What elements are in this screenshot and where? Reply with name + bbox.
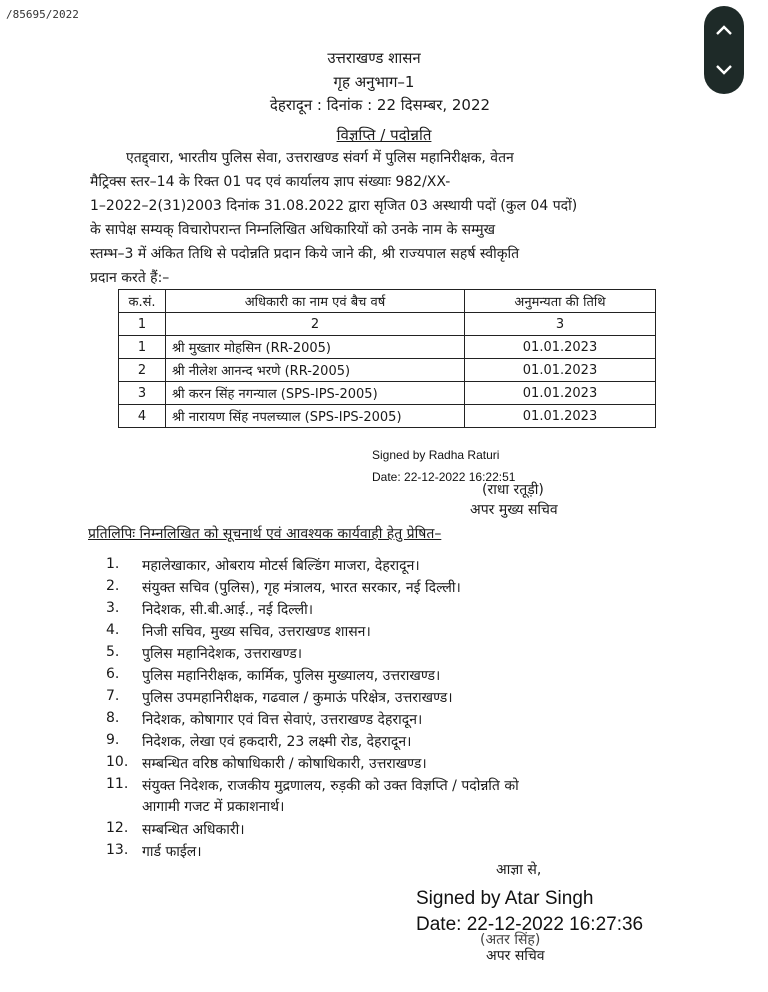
table-row — [119, 405, 656, 428]
entitlement-date: 01.01.2023 — [465, 382, 656, 405]
column-number-row — [119, 313, 656, 336]
list-text: महालेखाकार, ओबराय मोटर्स बिल्डिंग माजरा, देहरादून। — [142, 558, 420, 574]
list-number: 8. — [106, 710, 120, 726]
list-text: गार्ड फाईल। — [142, 844, 202, 860]
list-text: आगामी गजट में प्रकाशनार्थ। — [142, 799, 285, 815]
body-line: प्रदान करते हैं:– — [90, 270, 170, 286]
table-row — [119, 382, 656, 405]
serial-number: 2 — [119, 359, 166, 382]
body-line: 1–2022–2(31)2003 दिनांक 31.08.2022 द्वारा सृजित 03 अस्थायी पदों (कुल 04 पदों) — [90, 198, 578, 214]
list-number: 7. — [106, 688, 120, 704]
officer-name: श्री करन सिंह नगन्याल (SPS-IPS-2005) — [166, 382, 465, 405]
list-text: पुलिस महानिरीक्षक, कार्मिक, पुलिस मुख्यालय, उत्तराखण्ड। — [142, 668, 441, 684]
table-header: अनुमन्यता की तिथि — [465, 290, 656, 313]
digital-signature-name: Signed by Radha Raturi — [372, 448, 500, 462]
entitlement-date: 01.01.2023 — [465, 405, 656, 428]
list-number: 4. — [106, 622, 120, 638]
serial-number: 4 — [119, 405, 166, 428]
signatory-designation: अपर सचिव — [486, 948, 545, 964]
entitlement-date: 01.01.2023 — [465, 359, 656, 382]
table-row — [119, 336, 656, 359]
body-line: मैट्रिक्स स्तर–14 के रिक्त 01 पद एवं कार्यालय ज्ञाप संख्याः 982/XX- — [90, 174, 451, 190]
list-text: सम्बन्धित वरिष्ठ कोषाधिकारी / कोषाधिकारी, उत्तराखण्ड। — [142, 756, 427, 772]
list-text: निदेशक, सी.बी.आई., नई दिल्ली। — [142, 602, 314, 618]
list-text: पुलिस उपमहानिरीक्षक, गढवाल / कुमाऊं परिक्षेत्र, उत्तराखण्ड। — [142, 690, 453, 706]
column-number: 1 — [119, 313, 166, 336]
document-reference: /85695/2022 — [6, 8, 79, 21]
list-number: 9. — [106, 732, 120, 748]
list-number: 2. — [106, 578, 120, 594]
officer-name: श्री नारायण सिंह नपलच्याल (SPS-IPS-2005) — [166, 405, 465, 428]
list-number: 13. — [106, 842, 129, 858]
list-number: 11. — [106, 776, 129, 792]
body-line: एतद्द्वारा, भारतीय पुलिस सेवा, उत्तराखण्ड संवर्ग में पुलिस महानिरीक्षक, वेतन — [126, 150, 514, 166]
list-text: पुलिस महानिदेशक, उत्तराखण्ड। — [142, 646, 303, 662]
list-number: 1. — [106, 556, 120, 572]
entitlement-date: 01.01.2023 — [465, 336, 656, 359]
column-number: 2 — [166, 313, 465, 336]
list-number: 6. — [106, 666, 120, 682]
list-text: निदेशक, कोषागार एवं वित्त सेवाएं, उत्तराखण्ड देहरादून। — [142, 712, 423, 728]
officer-name: श्री नीलेश आनन्द भरणे (RR-2005) — [166, 359, 465, 382]
list-text: सम्बन्धित अधिकारी। — [142, 822, 245, 838]
body-line: स्तम्भ–3 में अंकित तिथि से पदोन्नति प्रदान किये जाने की, श्री राज्यपाल सहर्ष स्वीकृति — [90, 246, 520, 262]
signatory-name: (अतर सिंह) — [480, 932, 541, 948]
place-and-date: देहरादून : दिनांक : 22 दिसम्बर, 2022 — [269, 96, 491, 114]
officer-name: श्री मुख्तार मोहसिन (RR-2005) — [166, 336, 465, 359]
digital-signature-name: Signed by Atar Singh — [416, 888, 594, 909]
table-header-row — [119, 290, 656, 313]
column-number: 3 — [465, 313, 656, 336]
body-line: के सापेक्ष सम्यक् विचारोपरान्त निम्नलिखित अधिकारियों को उनके नाम के सम्मुख — [90, 222, 496, 238]
government-name: उत्तराखण्ड शासन — [327, 49, 421, 67]
list-number: 5. — [106, 644, 120, 660]
list-text: संयुक्त निदेशक, राजकीय मुद्रणालय, रुड़की को उक्त विज्ञप्ति / पदोन्नति को — [142, 778, 519, 794]
list-number: 3. — [106, 600, 120, 616]
digital-signature-date: Date: 22-12-2022 16:27:36 — [416, 914, 644, 935]
previous-page-button[interactable] — [704, 10, 744, 50]
serial-number: 3 — [119, 382, 166, 405]
serial-number: 1 — [119, 336, 166, 359]
by-order-text: आज्ञा से, — [496, 862, 542, 878]
copy-heading: प्रतिलिपिः निम्नलिखित को सूचनार्थ एवं आवश्यक कार्यवाही हेतु प्रेषित– — [88, 526, 442, 542]
signatory-designation: अपर मुख्य सचिव — [470, 502, 558, 518]
table-header: क.सं. — [119, 290, 166, 313]
table-row — [119, 359, 656, 382]
list-number: 10. — [106, 754, 129, 770]
chevron-up-icon — [715, 24, 733, 36]
table-header: अधिकारी का नाम एवं बैच वर्ष — [166, 290, 465, 313]
list-number: 12. — [106, 820, 129, 836]
list-text: निजी सचिव, मुख्य सचिव, उत्तराखण्ड शासन। — [142, 624, 371, 640]
list-text: संयुक्त सचिव (पुलिस), गृह मंत्रालय, भारत सरकार, नई दिल्ली। — [142, 580, 461, 596]
list-text: निदेशक, लेखा एवं हकदारी, 23 लक्ष्मी रोड, देहरादून। — [142, 734, 412, 750]
document-title: विज्ञप्ति / पदोन्नति — [336, 126, 432, 144]
department-name: गृह अनुभाग–1 — [333, 73, 415, 91]
promotion-table — [118, 289, 656, 428]
signatory-name: (राधा रतूड़ी) — [482, 482, 544, 498]
digital-signature-date: Date: 22-12-2022 16:22:51 — [372, 470, 516, 484]
